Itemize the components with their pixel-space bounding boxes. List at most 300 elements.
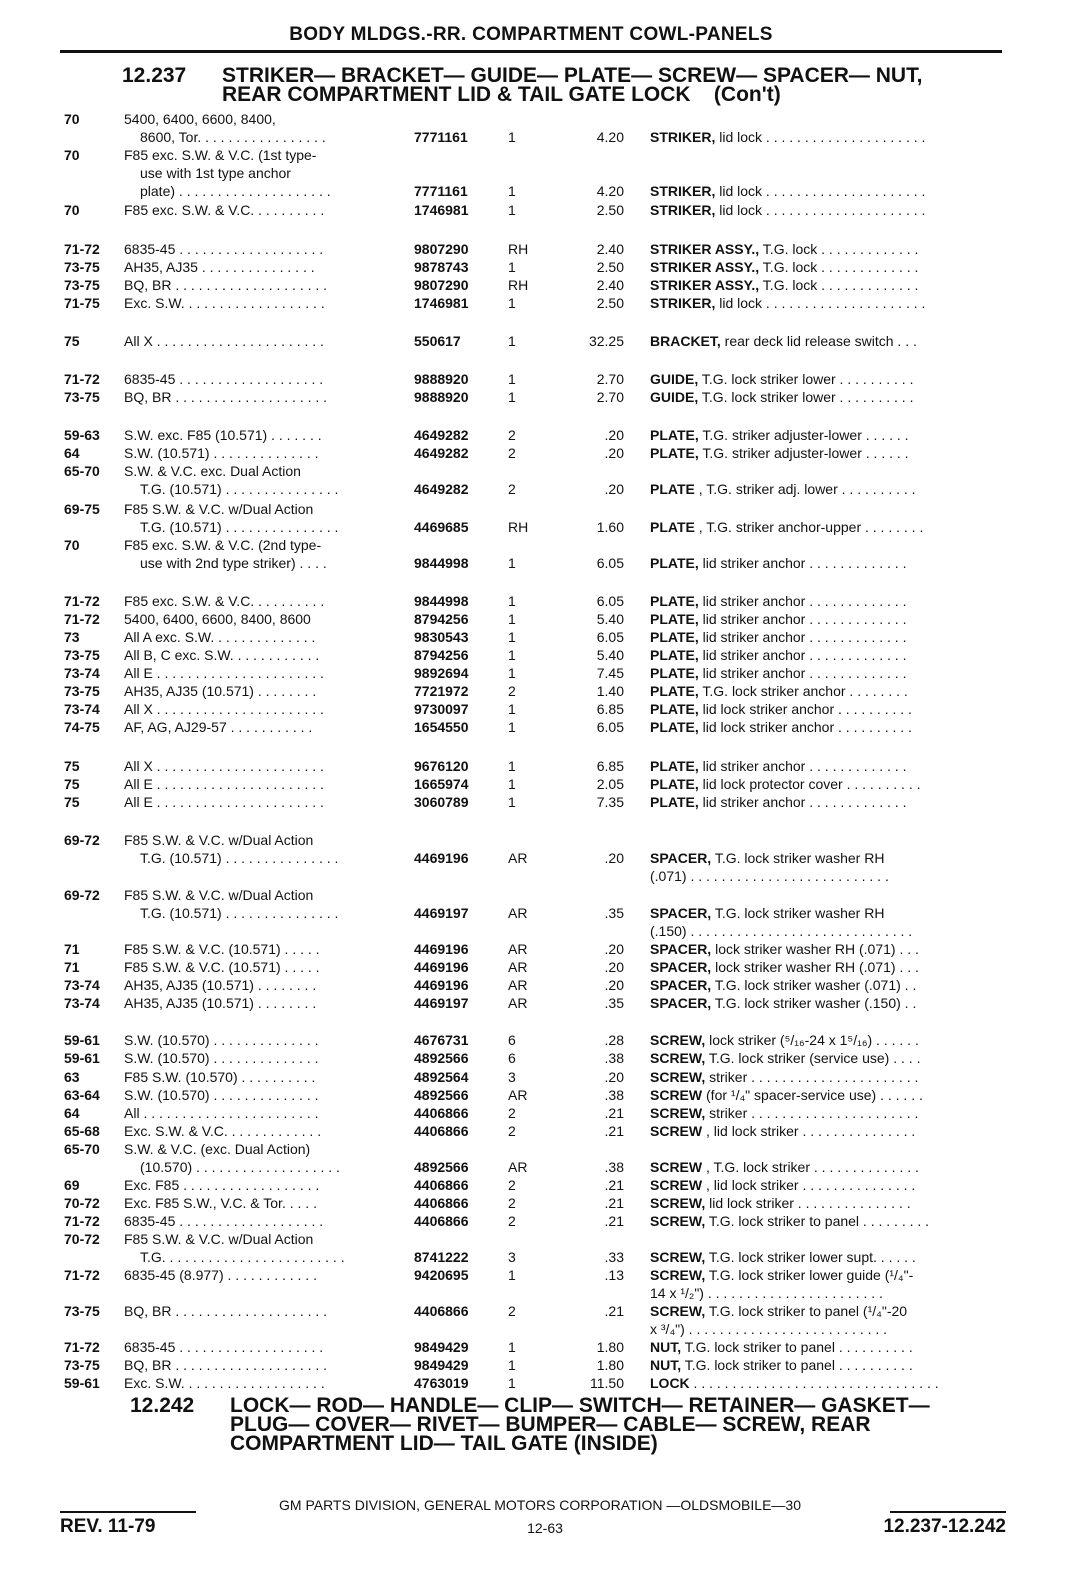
part-detail: T.G. lock striker to panel . . . . . . . . . . <box>681 1357 913 1373</box>
part-number: 4406866 <box>414 1123 469 1139</box>
part-name: SCREW, <box>650 1050 706 1066</box>
model-application: S.W. (10.571) . . . . . . . . . . . . . . <box>124 445 319 461</box>
price: 4.20 <box>596 183 624 199</box>
model-application: 6835-45 . . . . . . . . . . . . . . . . . . . <box>124 241 324 257</box>
part-number: 9420695 <box>414 1267 469 1283</box>
table-row <box>0 757 1086 775</box>
model-year: 59-61 <box>64 1375 100 1391</box>
model-application: F85 S.W. (10.570) . . . . . . . . . . <box>124 1069 316 1085</box>
part-description <box>650 775 1006 793</box>
model-application: 6835-45 . . . . . . . . . . . . . . . . . . . <box>124 1339 324 1355</box>
price: .20 <box>604 941 624 957</box>
model-year: 70-72 <box>64 1195 100 1211</box>
model-application: BQ, BR . . . . . . . . . . . . . . . . . . . . <box>124 389 328 405</box>
part-number: 1746981 <box>414 202 469 218</box>
price: 6.05 <box>596 555 624 571</box>
part-description <box>650 480 1006 498</box>
quantity: 1 <box>508 183 516 199</box>
model-application: plate) . . . . . . . . . . . . . . . . . . . . <box>140 183 331 199</box>
table-row <box>0 480 1086 498</box>
model-application: All E . . . . . . . . . . . . . . . . . . . . . . <box>124 776 324 792</box>
quantity: 1 <box>508 629 516 645</box>
part-name: STRIKER, <box>650 183 716 199</box>
quantity: 1 <box>508 333 516 349</box>
part-detail: lock striker (⁵/₁₆-24 x 1⁵/₁₆) . . . . . . <box>705 1032 919 1048</box>
table-row <box>0 1104 1086 1122</box>
part-number: 4649282 <box>414 427 469 443</box>
part-description <box>650 1356 1006 1374</box>
part-description <box>650 1194 1006 1212</box>
revision-date: REV. 11-79 <box>60 1516 156 1537</box>
part-name: SCREW, <box>650 1267 706 1283</box>
part-name: STRIKER, <box>650 295 716 311</box>
part-name: SCREW <box>650 1123 703 1139</box>
part-number: 9888920 <box>414 389 469 405</box>
part-detail: T.G. lock striker washer (.150) . . <box>711 995 917 1011</box>
model-application: (10.570) . . . . . . . . . . . . . . . . . . . <box>140 1159 340 1175</box>
part-description <box>650 1212 1006 1230</box>
quantity: 1 <box>508 555 516 571</box>
part-name: GUIDE, <box>650 389 699 405</box>
price: .20 <box>604 427 624 443</box>
model-application: F85 S.W. & V.C. (10.571) . . . . . <box>124 959 320 975</box>
part-number: 9844998 <box>414 593 469 609</box>
part-number: 4406866 <box>414 1177 469 1193</box>
part-detail: lid lock . . . . . . . . . . . . . . . . . . . . . <box>715 129 926 145</box>
part-description <box>650 1266 1006 1284</box>
price: 1.40 <box>596 683 624 699</box>
price: 6.05 <box>596 593 624 609</box>
model-application: All E . . . . . . . . . . . . . . . . . . . . . . <box>124 665 324 681</box>
price: 6.05 <box>596 719 624 735</box>
part-description <box>650 904 1006 922</box>
quantity: 2 <box>508 481 516 497</box>
price: 2.50 <box>596 259 624 275</box>
part-name: SCREW, <box>650 1303 706 1319</box>
price: 2.05 <box>596 776 624 792</box>
model-application: BQ, BR . . . . . . . . . . . . . . . . . . . . <box>124 1357 328 1373</box>
model-application: S.W. exc. F85 (10.571) . . . . . . . <box>124 427 322 443</box>
table-row <box>0 867 1086 885</box>
model-year: 59-63 <box>64 427 100 443</box>
part-detail: lid striker anchor . . . . . . . . . . . . . <box>698 611 907 627</box>
table-row <box>0 775 1086 793</box>
price: 4.20 <box>596 129 624 145</box>
part-description <box>650 1158 1006 1176</box>
model-year: 69-72 <box>64 887 100 903</box>
part-description <box>650 1320 1006 1338</box>
model-year: 73-74 <box>64 701 100 717</box>
part-detail: x ³/₄") . . . . . . . . . . . . . . . . . . . . . . . . . . <box>650 1321 888 1337</box>
part-detail: lid lock . . . . . . . . . . . . . . . . . . . . . <box>715 202 926 218</box>
part-name: STRIKER ASSY., <box>650 259 760 275</box>
part-number: 7721972 <box>414 683 469 699</box>
part-description <box>650 718 1006 736</box>
model-year: 75 <box>64 333 80 349</box>
part-description <box>650 1122 1006 1140</box>
part-name: PLATE, <box>650 647 699 663</box>
model-application: T.G. (10.571) . . . . . . . . . . . . . . . <box>140 850 339 866</box>
price: .33 <box>604 1249 624 1265</box>
table-row <box>0 294 1086 312</box>
part-description <box>650 1031 1006 1049</box>
quantity: 2 <box>508 1303 516 1319</box>
model-year: 74-75 <box>64 719 100 735</box>
quantity: 2 <box>508 683 516 699</box>
part-detail: T.G. striker adjuster-lower . . . . . . <box>698 427 909 443</box>
part-description <box>650 1374 1006 1392</box>
part-description <box>650 240 1006 258</box>
part-number: 9807290 <box>414 241 469 257</box>
part-detail: lid striker anchor . . . . . . . . . . . . . <box>698 647 907 663</box>
part-detail: striker . . . . . . . . . . . . . . . . . . . . . . <box>705 1069 919 1085</box>
table-row <box>0 164 1086 182</box>
quantity: 1 <box>508 611 516 627</box>
table-row <box>0 793 1086 811</box>
part-number: 4763019 <box>414 1375 469 1391</box>
model-application: F85 S.W. & V.C. w/Dual Action <box>124 887 314 903</box>
model-year: 69-72 <box>64 832 100 848</box>
quantity: 1 <box>508 794 516 810</box>
model-application: S.W. & V.C. (exc. Dual Action) <box>124 1141 311 1157</box>
model-application: AH35, AJ35 (10.571) . . . . . . . . <box>124 995 317 1011</box>
part-name: PLATE, <box>650 555 699 571</box>
table-row <box>0 886 1086 904</box>
part-detail: . . . . . . . . . . . . . . . . . . . . . . . . . . . . . . . . <box>689 1375 939 1391</box>
table-row <box>0 462 1086 480</box>
part-description <box>650 994 1006 1012</box>
quantity: AR <box>508 905 528 921</box>
table-row <box>0 276 1086 294</box>
table-row <box>0 128 1086 146</box>
part-description <box>650 1176 1006 1194</box>
part-name: PLATE, <box>650 665 699 681</box>
part-number: 9844998 <box>414 555 469 571</box>
model-application: F85 S.W. & V.C. w/Dual Action <box>124 501 314 517</box>
part-name: SCREW, <box>650 1195 706 1211</box>
part-number: 1746981 <box>414 295 469 311</box>
part-description <box>650 294 1006 312</box>
part-number: 4406866 <box>414 1195 469 1211</box>
model-application: T.G. (10.571) . . . . . . . . . . . . . . . <box>140 519 339 535</box>
part-number: 4469196 <box>414 850 469 866</box>
part-name: SCREW, <box>650 1213 706 1229</box>
model-year: 63-64 <box>64 1087 100 1103</box>
price: 32.25 <box>588 333 624 349</box>
part-detail: T.G. lock . . . . . . . . . . . . . <box>759 259 919 275</box>
model-year: 70 <box>64 537 80 553</box>
model-year: 73-75 <box>64 389 100 405</box>
model-year: 71 <box>64 959 80 975</box>
model-application: AF, AG, AJ29-57 . . . . . . . . . . . <box>124 719 313 735</box>
table-row <box>0 849 1086 867</box>
part-name: PLATE, <box>650 593 699 609</box>
part-name: PLATE, <box>650 445 699 461</box>
quantity: 2 <box>508 1105 516 1121</box>
part-detail: , lid lock striker . . . . . . . . . . . . . . . <box>702 1177 916 1193</box>
model-application: AH35, AJ35 (10.571) . . . . . . . . <box>124 683 317 699</box>
model-application: All A exc. S.W. . . . . . . . . . . . . . <box>124 629 316 645</box>
part-detail: T.G. lock striker lower . . . . . . . . . . <box>698 371 914 387</box>
table-row <box>0 1140 1086 1158</box>
page-number: 12-63 <box>527 1520 563 1536</box>
quantity: 1 <box>508 371 516 387</box>
table-row <box>0 444 1086 462</box>
price: .21 <box>604 1303 624 1319</box>
part-description <box>650 610 1006 628</box>
table-row <box>0 922 1086 940</box>
price: .21 <box>604 1213 624 1229</box>
model-application: S.W. (10.570) . . . . . . . . . . . . . . <box>124 1050 319 1066</box>
part-number: 1665974 <box>414 776 469 792</box>
model-application: T.G. (10.571) . . . . . . . . . . . . . . . <box>140 481 339 497</box>
part-name: PLATE, <box>650 611 699 627</box>
model-application: Exc. F85 . . . . . . . . . . . . . . . . . . <box>124 1177 320 1193</box>
part-number: 4676731 <box>414 1032 469 1048</box>
model-application: F85 S.W. & V.C. (10.571) . . . . . <box>124 941 320 957</box>
table-row <box>0 182 1086 200</box>
table-row <box>0 332 1086 350</box>
model-application: use with 1st type anchor <box>140 165 291 181</box>
model-year: 73-75 <box>64 683 100 699</box>
price: 5.40 <box>596 647 624 663</box>
price: .21 <box>604 1105 624 1121</box>
model-application: Exc. F85 S.W., V.C. & Tor. . . . . <box>124 1195 317 1211</box>
footer-publisher: GM PARTS DIVISION, GENERAL MOTORS CORPORATION —OLDSMOBILE—30 <box>279 1497 801 1513</box>
table-row <box>0 718 1086 736</box>
part-name: NUT, <box>650 1339 682 1355</box>
price: 2.70 <box>596 389 624 405</box>
price: .13 <box>604 1267 624 1283</box>
part-detail: , T.G. striker adj. lower . . . . . . . . . . <box>694 481 916 497</box>
quantity: 6 <box>508 1050 516 1066</box>
table-row <box>0 682 1086 700</box>
price: .38 <box>604 1087 624 1103</box>
quantity: 1 <box>508 1339 516 1355</box>
part-number: 9830543 <box>414 629 469 645</box>
model-year: 73-75 <box>64 1303 100 1319</box>
price: .20 <box>604 481 624 497</box>
price: .20 <box>604 1069 624 1085</box>
model-year: 65-70 <box>64 463 100 479</box>
table-row <box>0 1248 1086 1266</box>
part-name: PLATE, <box>650 427 699 443</box>
model-application: All E . . . . . . . . . . . . . . . . . . . . . . <box>124 794 324 810</box>
price: 2.40 <box>596 277 624 293</box>
table-row <box>0 146 1086 164</box>
part-number: 1654550 <box>414 719 469 735</box>
quantity: AR <box>508 850 528 866</box>
model-year: 73 <box>64 629 80 645</box>
model-year: 59-61 <box>64 1050 100 1066</box>
part-number: 9730097 <box>414 701 469 717</box>
model-application: T.G. (10.571) . . . . . . . . . . . . . . . <box>140 905 339 921</box>
model-application: AH35, AJ35 (10.571) . . . . . . . . <box>124 977 317 993</box>
part-detail: T.G. lock . . . . . . . . . . . . . <box>759 277 919 293</box>
model-application: F85 S.W. & V.C. w/Dual Action <box>124 1231 314 1247</box>
part-detail: lid striker anchor . . . . . . . . . . . . . <box>698 629 907 645</box>
part-name: SCREW <box>650 1177 703 1193</box>
part-description <box>650 388 1006 406</box>
part-detail: T.G. striker adjuster-lower . . . . . . <box>698 445 909 461</box>
quantity: RH <box>508 277 529 293</box>
footer-rule-right <box>890 1511 1006 1513</box>
model-year: 75 <box>64 758 80 774</box>
part-name: PLATE, <box>650 683 699 699</box>
model-application: 6835-45 (8.977) . . . . . . . . . . . . <box>124 1267 317 1283</box>
part-number: 8741222 <box>414 1249 469 1265</box>
section-range: 12.237-12.242 <box>883 1516 1006 1537</box>
part-number: 4469685 <box>414 519 469 535</box>
part-description <box>650 664 1006 682</box>
table-row <box>0 500 1086 518</box>
quantity: 1 <box>508 1375 516 1391</box>
table-row <box>0 388 1086 406</box>
part-name: STRIKER, <box>650 202 716 218</box>
part-number: 9807290 <box>414 277 469 293</box>
price: .28 <box>604 1032 624 1048</box>
model-year: 73-74 <box>64 977 100 993</box>
price: 5.40 <box>596 611 624 627</box>
part-detail: (.150) . . . . . . . . . . . . . . . . . . . . . . . . . . . . . <box>650 923 913 939</box>
table-row <box>0 1158 1086 1176</box>
table-row <box>0 1031 1086 1049</box>
part-description <box>650 700 1006 718</box>
model-application: All X . . . . . . . . . . . . . . . . . . . . . . <box>124 758 324 774</box>
part-detail: T.G. lock striker to panel (¹/₄"-20 <box>705 1303 908 1319</box>
model-application: S.W. (10.570) . . . . . . . . . . . . . . <box>124 1032 319 1048</box>
table-row <box>0 646 1086 664</box>
part-description <box>650 628 1006 646</box>
model-year: 59-61 <box>64 1032 100 1048</box>
model-year: 75 <box>64 794 80 810</box>
price: 6.85 <box>596 701 624 717</box>
model-year: 71-72 <box>64 1339 100 1355</box>
part-name: PLATE <box>650 481 695 497</box>
part-name: LOCK <box>650 1375 690 1391</box>
part-description <box>650 867 1006 885</box>
table-row <box>0 240 1086 258</box>
part-number: 4469196 <box>414 959 469 975</box>
section-number: 12.242 <box>130 1394 195 1417</box>
part-number: 9878743 <box>414 259 469 275</box>
section-title: LOCK— ROD— HANDLE— CLIP— SWITCH— RETAINER— GASKET— PLUG— COVER— RIVET— BUMPER— CABLE— SCREW, REAR COMPARTMENT LID— TAIL GATE (INSIDE) <box>230 1394 930 1455</box>
model-year: 75 <box>64 776 80 792</box>
model-year: 63 <box>64 1069 80 1085</box>
part-detail: T.G. lock striker (service use) . . . . <box>705 1050 921 1066</box>
part-detail: T.G. lock striker lower guide (¹/₄"- <box>705 1267 914 1283</box>
model-year: 71-72 <box>64 1267 100 1283</box>
model-application: BQ, BR . . . . . . . . . . . . . . . . . . . . <box>124 277 328 293</box>
price: 1.60 <box>596 519 624 535</box>
model-year: 71-72 <box>64 241 100 257</box>
part-name: STRIKER ASSY., <box>650 277 760 293</box>
quantity: AR <box>508 941 528 957</box>
model-application: Exc. S.W. & V.C. . . . . . . . . . . . . <box>124 1123 322 1139</box>
model-application: F85 exc. S.W. & V.C. (1st type- <box>124 147 317 163</box>
part-name: SCREW, <box>650 1105 706 1121</box>
model-application: 5400, 6400, 6600, 8400, <box>124 111 276 127</box>
model-year: 73-75 <box>64 259 100 275</box>
model-application: F85 exc. S.W. & V.C. . . . . . . . . . <box>124 202 325 218</box>
model-application: AH35, AJ35 . . . . . . . . . . . . . . . <box>124 259 315 275</box>
part-detail: T.G. lock striker lower . . . . . . . . . . <box>698 389 914 405</box>
model-application: F85 exc. S.W. & V.C. (2nd type- <box>124 537 322 553</box>
part-name: PLATE, <box>650 701 699 717</box>
model-application: All . . . . . . . . . . . . . . . . . . . . . . . <box>124 1105 319 1121</box>
price: 2.40 <box>596 241 624 257</box>
quantity: 2 <box>508 1177 516 1193</box>
part-name: SCREW, <box>650 1069 706 1085</box>
model-year: 70 <box>64 147 80 163</box>
part-name: SPACER, <box>650 995 712 1011</box>
part-number: 550617 <box>414 333 461 349</box>
price: .20 <box>604 977 624 993</box>
quantity: 2 <box>508 1213 516 1229</box>
table-row <box>0 700 1086 718</box>
quantity: 2 <box>508 1123 516 1139</box>
part-number: 4892566 <box>414 1087 469 1103</box>
model-year: 71-72 <box>64 371 100 387</box>
quantity: AR <box>508 977 528 993</box>
quantity: 3 <box>508 1249 516 1265</box>
quantity: 2 <box>508 445 516 461</box>
model-year: 73-75 <box>64 647 100 663</box>
part-name: SPACER, <box>650 850 712 866</box>
part-description <box>650 1049 1006 1067</box>
table-row <box>0 1176 1086 1194</box>
model-application: All X . . . . . . . . . . . . . . . . . . . . . . <box>124 701 324 717</box>
part-number: 4892564 <box>414 1069 469 1085</box>
part-detail: lid lock striker . . . . . . . . . . . . . . . <box>705 1195 911 1211</box>
table-row <box>0 904 1086 922</box>
table-row <box>0 1320 1086 1338</box>
part-description <box>650 1248 1006 1266</box>
part-number: 4892566 <box>414 1159 469 1175</box>
price: .20 <box>604 850 624 866</box>
part-name: SCREW, <box>650 1249 706 1265</box>
part-description <box>650 592 1006 610</box>
quantity: 1 <box>508 719 516 735</box>
table-row <box>0 258 1086 276</box>
part-number: 9892694 <box>414 665 469 681</box>
model-year: 65-70 <box>64 1141 100 1157</box>
quantity: RH <box>508 241 529 257</box>
quantity: 1 <box>508 389 516 405</box>
table-row <box>0 518 1086 536</box>
price: .21 <box>604 1177 624 1193</box>
table-row <box>0 628 1086 646</box>
part-detail: T.G. lock striker to panel . . . . . . . . . <box>705 1213 930 1229</box>
part-number: 7771161 <box>414 183 468 199</box>
table-row <box>0 1212 1086 1230</box>
model-year: 71-72 <box>64 1213 100 1229</box>
model-year: 73-74 <box>64 995 100 1011</box>
part-number: 4649282 <box>414 481 469 497</box>
part-detail: lid striker anchor . . . . . . . . . . . . . <box>698 665 907 681</box>
model-application: All X . . . . . . . . . . . . . . . . . . . . . . <box>124 333 324 349</box>
part-number: 9676120 <box>414 758 469 774</box>
model-application: F85 S.W. & V.C. w/Dual Action <box>124 832 314 848</box>
model-application: F85 exc. S.W. & V.C. . . . . . . . . . <box>124 593 325 609</box>
table-row <box>0 958 1086 976</box>
table-row <box>0 1086 1086 1104</box>
part-detail: lid striker anchor . . . . . . . . . . . . . <box>698 555 907 571</box>
table-row <box>0 1194 1086 1212</box>
table-row <box>0 1266 1086 1284</box>
quantity: 1 <box>508 593 516 609</box>
part-detail: rear deck lid release switch . . . <box>720 333 917 349</box>
